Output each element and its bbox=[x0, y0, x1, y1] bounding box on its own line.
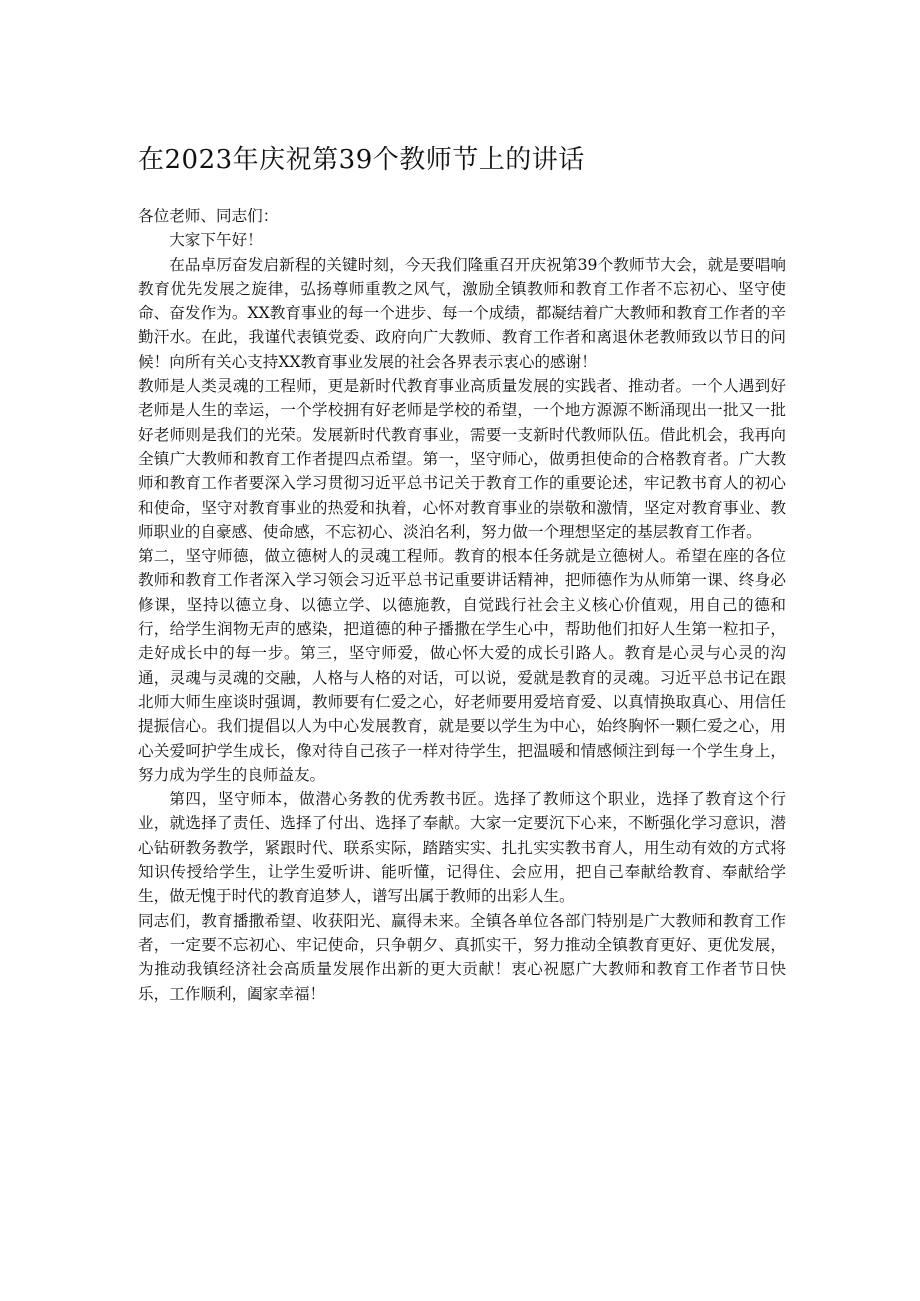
document-title: 在2023年庆祝第39个教师节上的讲话 bbox=[138, 145, 585, 175]
paragraph-first-hope: 教师是人类灵魂的工程师，更是新时代教育事业高质量发展的实践者、推动者。一个人遇到好老师是人生的幸运，一个学校拥有好老师是学校的希望，一个地方源源不断涌现出一批又一批好老师则是我们的光荣。发展新时代教育事业，需要一支新时代教师队伍。借此机会，我再向全镇广大教师和教育工作者提四点希望。第一，坚守师心，做勇担使命的合格教育者。广大教师和教育工作者要深入学习贯彻习近平总书记关于教育工作的重要论述，牢记教书育人的初心和使命，坚守对教育事业的热爱和执着，心怀对教育事业的崇敬和激情，坚定对教育事业、教师职业的自豪感、使命感，不忘初心、淡泊名利，努力做一个理想坚定的基层教育工作者。 bbox=[138, 377, 786, 541]
paragraph-second-third-hope: 第二，坚守师德，做立德树人的灵魂工程师。教育的根本任务就是立德树人。希望在座的各位教师和教育工作者深入学习领会习近平总书记重要讲话精神，把师德作为从师第一课、终身必修课，坚持以德立身、以德立学、以德施教，自觉践行社会主义核心价值观，用自己的德和行，给学生润物无声的感染，把道德的种子播撒在学生心中，帮助他们扣好人生第一粒扣子，走好成长中的每一步。第三，坚守师爱，做心怀大爱的成长引路人。教育是心灵与心灵的沟通，灵魂与灵魂的交融，人格与人格的对话，可以说，爱就是教育的灵魂。习近平总书记在跟北师大师生座谈时强调，教师要有仁爱之心，好老师要用爱培育爱、以真情换取真心、用信任提振信心。我们提倡以人为中心发展教育，就是要以学生为中心，始终胸怀一颗仁爱之心，用心关爱呵护学生成长，像对待自己孩子一样对待学生，把温暖和情感倾注到每一个学生身上，努力成为学生的良师益友。 bbox=[138, 547, 786, 784]
greeting: 大家下午好！ bbox=[169, 231, 263, 250]
paragraph-closing: 同志们，教育播撒希望、收获阳光、赢得未来。全镇各单位各部门特别是广大教师和教育工作者，一定要不忘初心、牢记使命，只争朝夕、真抓实干，努力推动全镇教育更好、更优发展，为推动我镇经济社会高质量发展作出新的更大贡献！衷心祝愿广大教师和教育工作者节日快乐，工作顺利，阖家幸福！ bbox=[138, 911, 786, 1003]
paragraph-fourth-hope: 第四，坚守师本，做潜心务教的优秀教书匠。选择了教师这个职业，选择了教育这个行业，就选择了责任、选择了付出、选择了奉献。大家一定要沉下心来，不断强化学习意识，潜心钻研教务教学，紧跟时代、联系实际，踏踏实实、扎扎实实教书育人，用生动有效的方式将知识传授给学生，让学生爱听讲、能听懂，记得住、会应用，把自己奉献给教育、奉献给学生，做无愧于时代的教育追梦人，谱写出属于教师的出彩人生。 bbox=[138, 790, 786, 906]
document-page bbox=[138, 140, 786, 1006]
paragraph-opening: 在品卓厉奋发启新程的关键时刻，今天我们隆重召开庆祝第39个教师节大会，就是要唱响教育优先发展之旋律，弘扬尊师重教之风气，激励全镇教师和教育工作者不忘初心、坚守使命、奋发作为。XX教育事业的每一个进步、每一个成绩，都凝结着广大教师和教育工作者的辛勤汗水。在此，我谨代表镇党委、政府向广大教师、教育工作者和离退休老教师致以节日的问候！向所有关心支持XX教育事业发展的社会各界表示衷心的感谢！ bbox=[138, 255, 786, 371]
salutation: 各位老师、同志们： bbox=[138, 207, 279, 225]
